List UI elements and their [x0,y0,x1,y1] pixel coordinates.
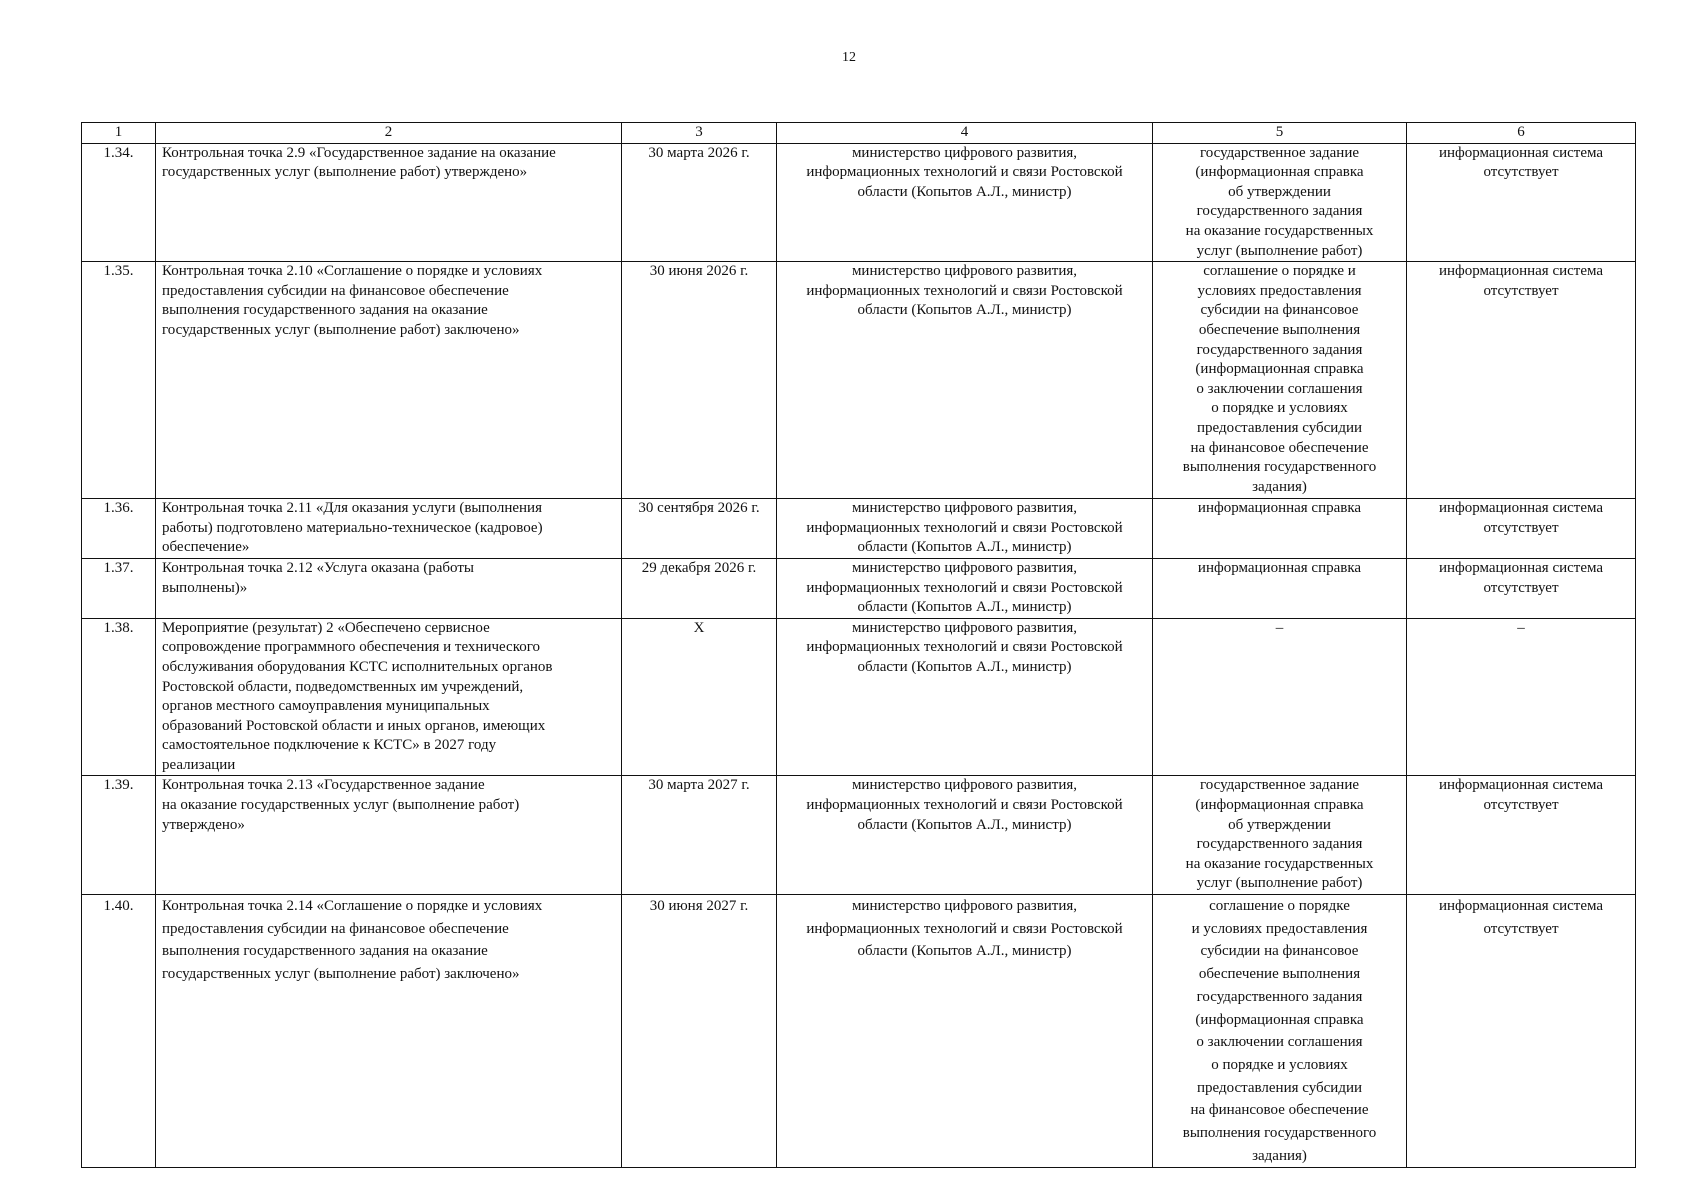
row-date: 30 сентября 2026 г. [622,499,777,559]
column-header-3: 3 [622,123,777,144]
row-information-system: информационная система отсутствует [1407,143,1636,262]
row-number: 1.38. [82,618,156,776]
column-header-5: 5 [1153,123,1407,144]
row-number: 1.37. [82,558,156,618]
row-number: 1.35. [82,262,156,499]
row-information-system: информационная система отсутствует [1407,558,1636,618]
table-row [82,558,1636,618]
row-date: 30 марта 2027 г. [622,776,777,895]
row-document: соглашение о порядке и условиях предоставления субсидии на финансовое обеспечение выполнения государственного задания (информационная справка о заключении соглашения о порядке и условиях предоставления субсидии на финансовое обеспечение выполнения государственного задания) [1153,895,1407,1168]
table-row [82,776,1636,895]
column-header-6: 6 [1407,123,1636,144]
table-row [82,499,1636,559]
row-document: государственное задание (информационная справка об утверждении государственного задания на оказание государственных услуг (выполнение работ) [1153,776,1407,895]
row-responsible: министерство цифрового развития, информационных технологий и связи Ростовской области (Копытов А.Л., министр) [777,895,1153,1168]
row-responsible: министерство цифрового развития, информационных технологий и связи Ростовской области (Копытов А.Л., министр) [777,262,1153,499]
row-document: государственное задание (информационная справка об утверждении государственного задания на оказание государственных услуг (выполнение работ) [1153,143,1407,262]
table-row [82,895,1636,1168]
row-number: 1.36. [82,499,156,559]
row-information-system: информационная система отсутствует [1407,895,1636,1168]
row-name: Контрольная точка 2.11 «Для оказания услуги (выполнения работы) подготовлено материально-техническое (кадровое) обеспечение» [156,499,622,559]
row-date: 30 марта 2026 г. [622,143,777,262]
row-document: – [1153,618,1407,776]
table-row [82,143,1636,262]
row-date: 30 июня 2026 г. [622,262,777,499]
row-name: Контрольная точка 2.10 «Соглашение о порядке и условиях предоставления субсидии на финансовое обеспечение выполнения государственного задания на оказание государственных услуг (выполнение работ) заключено» [156,262,622,499]
column-header-2: 2 [156,123,622,144]
row-name: Контрольная точка 2.14 «Соглашение о порядке и условиях предоставления субсидии на финансовое обеспечение выполнения государственного задания на оказание государственных услуг (выполнение работ) заключено» [156,895,622,1168]
row-responsible: министерство цифрового развития, информационных технологий и связи Ростовской области (Копытов А.Л., министр) [777,558,1153,618]
table-row [82,618,1636,776]
row-document: информационная справка [1153,499,1407,559]
row-date: 30 июня 2027 г. [622,895,777,1168]
row-responsible: министерство цифрового развития, информационных технологий и связи Ростовской области (Копытов А.Л., министр) [777,143,1153,262]
row-document: информационная справка [1153,558,1407,618]
row-name: Контрольная точка 2.13 «Государственное задание на оказание государственных услуг (выполнение работ) утверждено» [156,776,622,895]
row-information-system: информационная система отсутствует [1407,262,1636,499]
row-document: соглашение о порядке и условиях предоставления субсидии на финансовое обеспечение выполнения государственного задания (информационная справка о заключении соглашения о порядке и условиях предоставления субсидии на финансовое обеспечение выполнения государственного задания) [1153,262,1407,499]
header-row [82,123,1636,144]
row-information-system: информационная система отсутствует [1407,499,1636,559]
page-number: 12 [842,50,856,65]
plan-table [81,122,1636,1168]
row-number: 1.39. [82,776,156,895]
row-name: Мероприятие (результат) 2 «Обеспечено сервисное сопровождение программного обеспечения и технического обслуживания оборудования КСТС исполнительных органов Ростовской области, подведомственных им учреждений, органов местного самоуправления муниципальных образований Ростовской области и иных органов, имеющих самостоятельное подключение к КСТС» в 2027 году реализации [156,618,622,776]
row-name: Контрольная точка 2.12 «Услуга оказана (работы выполнены)» [156,558,622,618]
row-responsible: министерство цифрового развития, информационных технологий и связи Ростовской области (Копытов А.Л., министр) [777,776,1153,895]
row-date: 29 декабря 2026 г. [622,558,777,618]
table-row [82,262,1636,499]
column-header-1: 1 [82,123,156,144]
row-number: 1.34. [82,143,156,262]
row-number: 1.40. [82,895,156,1168]
column-header-4: 4 [777,123,1153,144]
row-date: X [622,618,777,776]
row-information-system: информационная система отсутствует [1407,776,1636,895]
row-name: Контрольная точка 2.9 «Государственное задание на оказание государственных услуг (выполнение работ) утверждено» [156,143,622,262]
row-responsible: министерство цифрового развития, информационных технологий и связи Ростовской области (Копытов А.Л., министр) [777,499,1153,559]
row-information-system: – [1407,618,1636,776]
row-responsible: министерство цифрового развития, информационных технологий и связи Ростовской области (Копытов А.Л., министр) [777,618,1153,776]
